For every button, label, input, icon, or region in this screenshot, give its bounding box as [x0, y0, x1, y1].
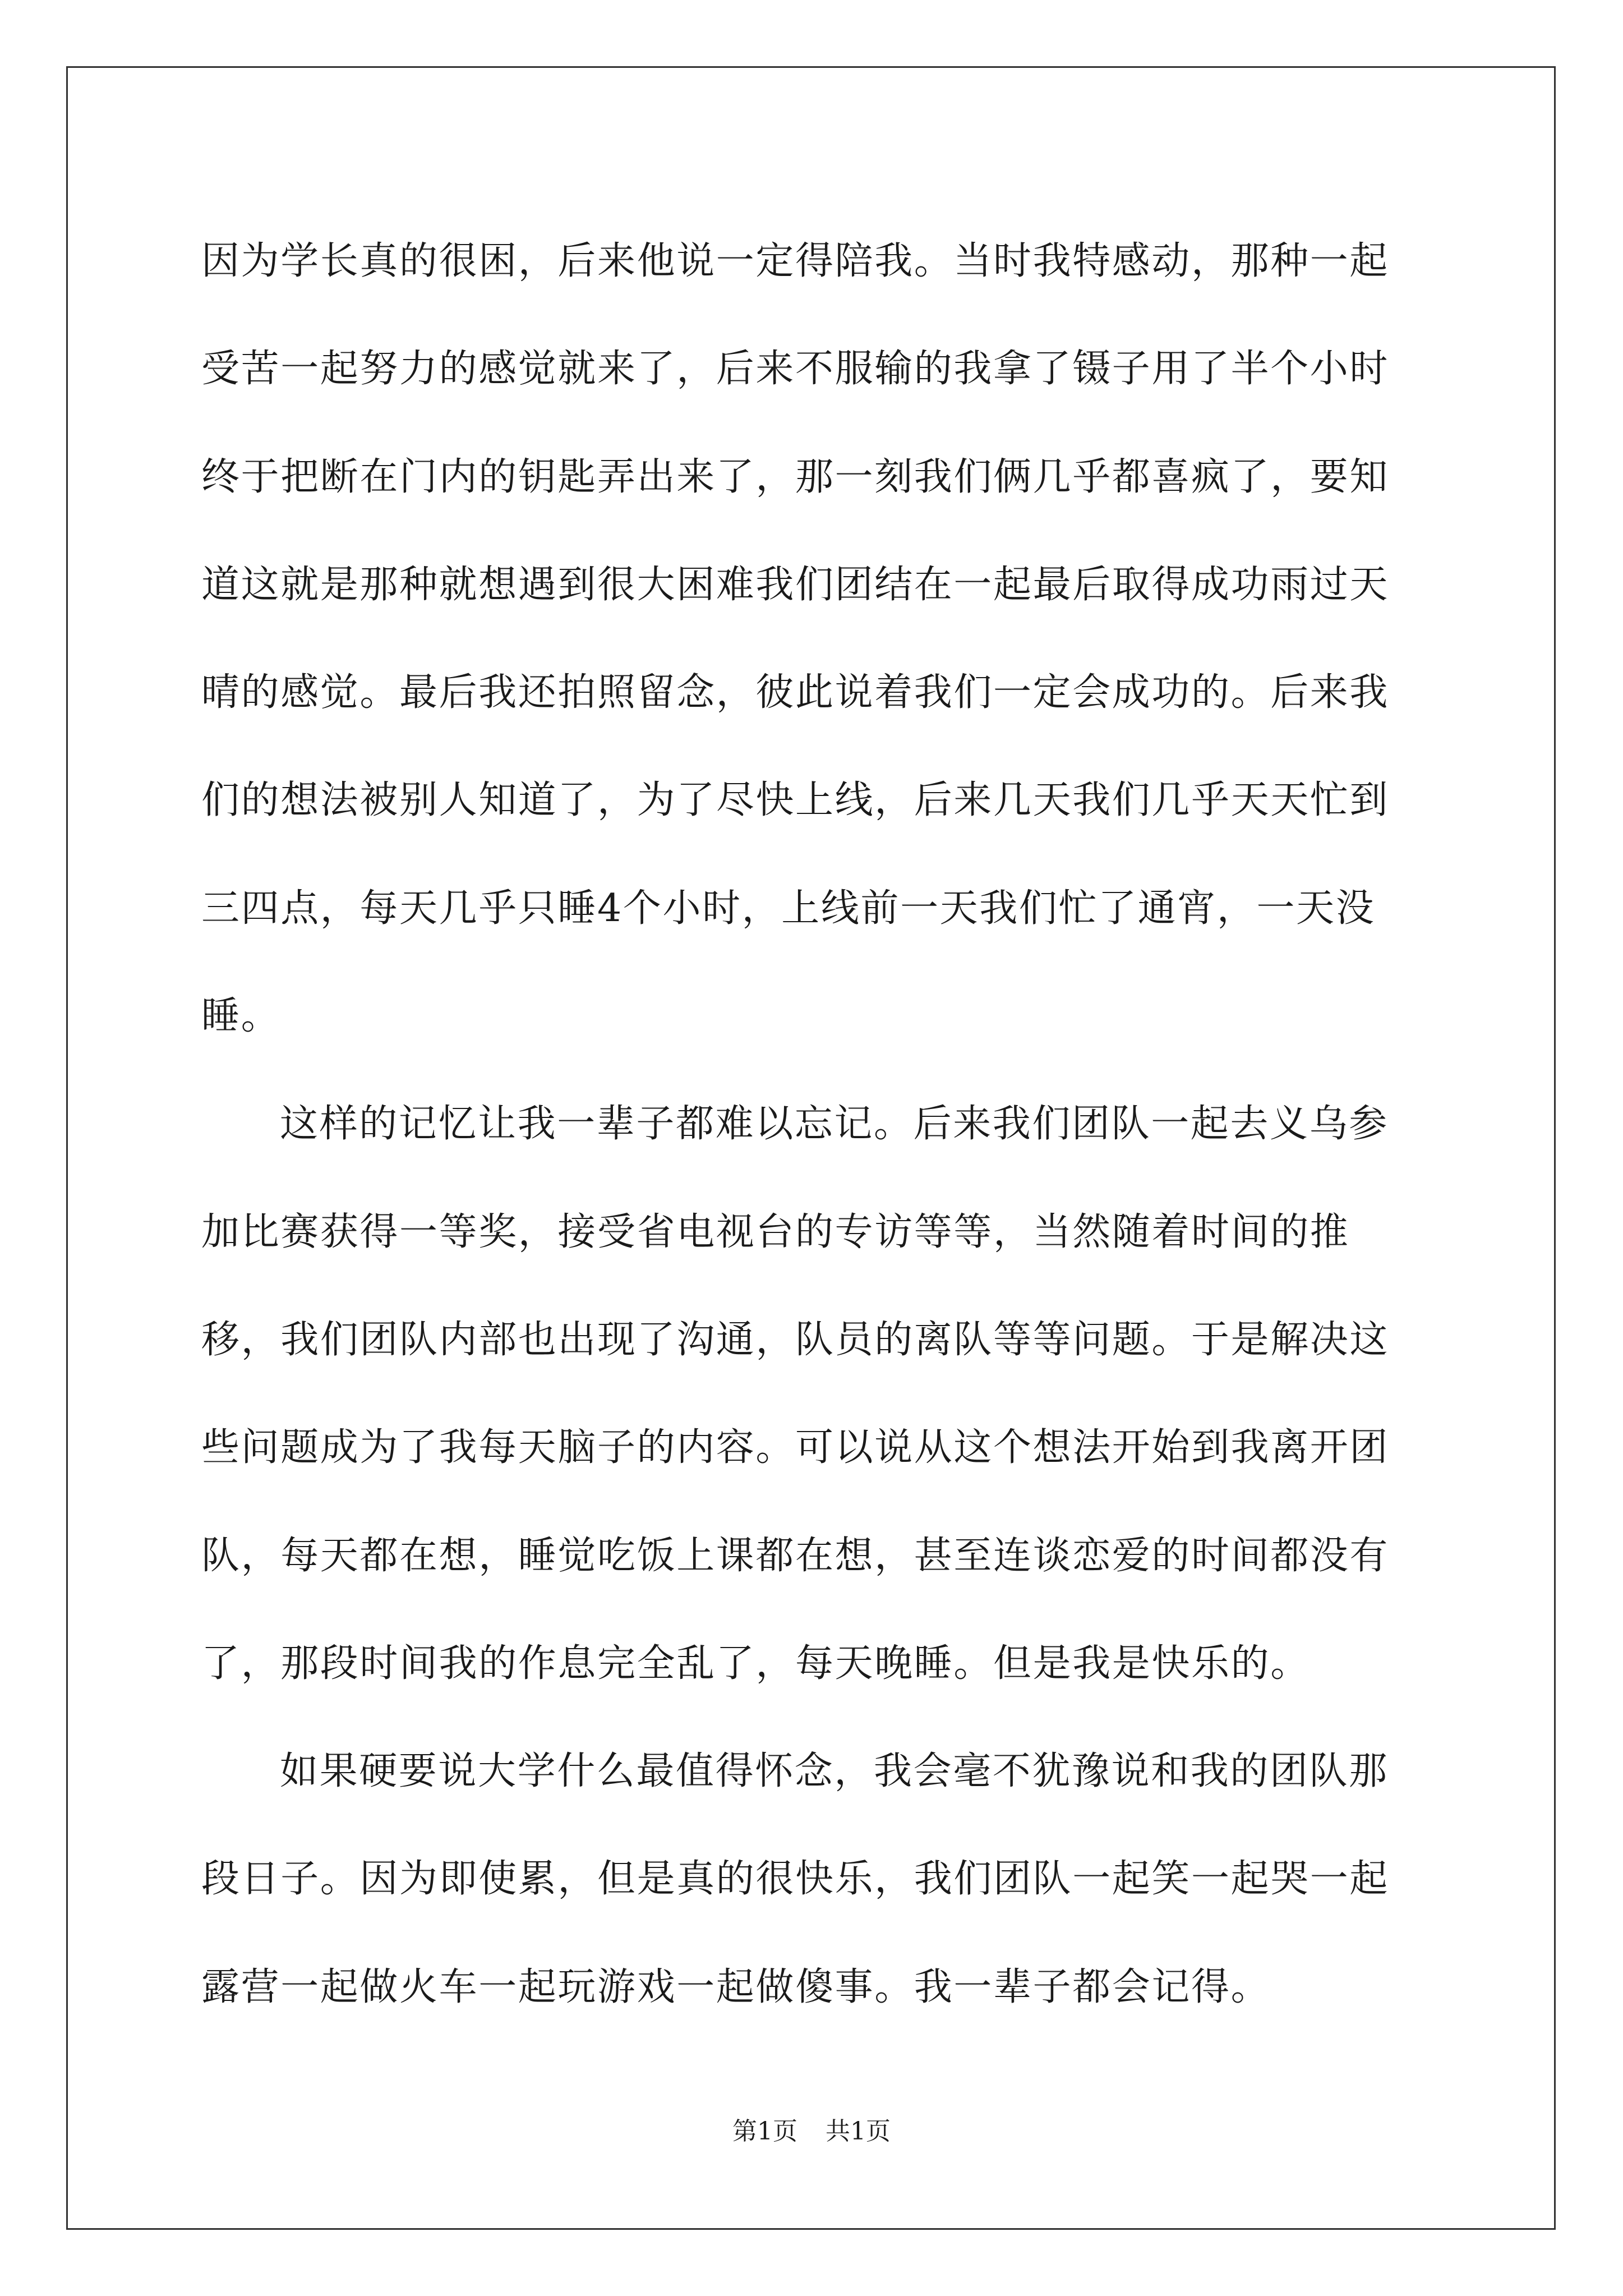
page-footer	[0, 2115, 1623, 2148]
paragraph-2: 这样的记忆让我一辈子都难以忘记。后来我们团队一起去义乌参加比赛获得一等奖，接受省电视台的专访等等，当然随着时间的推移，我们团队内部也出现了沟通，队员的离队等等问题。于是解决这些问题成为了我每天脑子的内容。可以说从这个想法开始到我离开团队，每天都在想，睡觉吃饭上课都在想，甚至连谈恋爱的时间都没有了，那段时间我的作息完全乱了，每天晚睡。但是我是快乐的。	[201, 1102, 1390, 1686]
page-number-current: 第1页	[732, 2117, 797, 2146]
paragraph-3: 如果硬要说大学什么最值得怀念，我会毫不犹豫说和我的团队那段日子。因为即使累，但是真的很快乐，我们团队一起笑一起哭一起露营一起做火车一起玩游戏一起做傻事。我一辈子都会记得。	[201, 1749, 1390, 2009]
page-number-total: 共1页	[826, 2117, 891, 2146]
document-body	[201, 208, 1422, 2041]
paragraph-1: 因为学长真的很困，后来他说一定得陪我。当时我特感动，那种一起受苦一起努力的感觉就来了，后来不服输的我拿了镊子用了半个小时终于把断在门内的钥匙弄出来了，那一刻我们俩几乎都喜疯了，要知道这就是那种就想遇到很大困难我们团结在一起最后取得成功雨过天晴的感觉。最后我还拍照留念，彼此说着我们一定会成功的。后来我们的想法被别人知道了，为了尽快上线，后来几天我们几乎天天忙到三四点，每天几乎只睡4个小时，上线前一天我们忙了通宵，一天没睡。	[201, 239, 1390, 1039]
